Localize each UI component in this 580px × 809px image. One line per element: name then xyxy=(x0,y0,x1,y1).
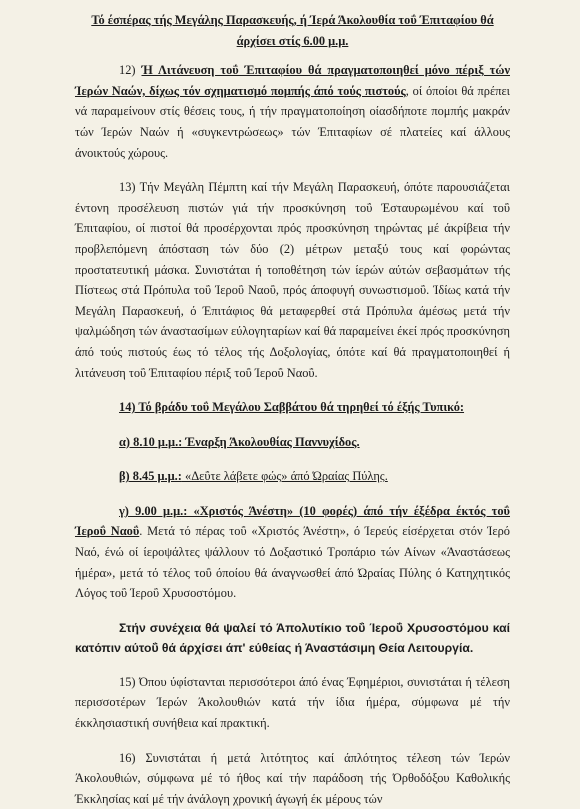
p12-lead: Ή Λιτάνευση τοΰ Έπιταφίου θά πραγματοποιηθεί μόνο πέριξ τών Ίερών Ναών, δίχως τόν σχηματισμό πομπής άπό τούς πιστούς xyxy=(75,63,510,98)
paragraph-16: 16) Συνιστάται ή μετά λιτότητος καί άπλότητος τέλεση τών Ίερών Άκολουθιών, σύμφωνα μέ τό ήθος καί τήν παράδοση τής Όρθοδόξου Καθολικής Έκκλησίας καί μέ τήν άνάλογη χρονική άγωγή έκ μέρους τών xyxy=(75,750,510,806)
schedule-b-time: β) 8.45 μ.μ.: xyxy=(119,469,182,484)
schedule-c xyxy=(75,501,510,604)
chrysostom-paragraph: Στήν συνέχεια θά ψαλεί τό Άπολυτίκιο τοΰ Ίεροΰ Χρυσοστόμου καί κατόπιν αύτοΰ θά άρχίσει άπ' εύθείας ή Άναστάσιμη Θεία Λειτουργία. xyxy=(75,620,510,655)
paragraph-12 xyxy=(75,60,510,163)
schedule-b-text: «Δεΰτε λάβετε φώς» άπό Ώραίας Πύλης. xyxy=(181,469,388,484)
schedule-c-rest: . Μετά τό πέρας τοΰ «Χριστός Άνέστη», ό Ίερεύς είσέρχεται στόν Ίερό Ναό, ένώ οί ίεροψάλτες ψάλλουν τό Δοξαστικό Τροπάριο τών Αίνων «Άναστάσεως ήμέρα», μετά τό τέλος τοΰ όποίου θά άναγνωσθεί άπό Ώραίας Πύλης ό Κατηχητικός Λόγος τοΰ Ίεροΰ Χρυσοστόμου. xyxy=(75,524,510,601)
p12-number: 12) xyxy=(119,63,136,78)
p12-rest: , οί όποίοι θά πρέπει νά παραμείνουν στίς θέσεις τους, ή τήν πραγματοποίηση οίασδήποτε πομπής μακράν τών Ίερών Ναών ή «συγκεντρώσεως» τών Έπιταφίων σέ πλατείες καί άλλους άνοικτούς χώρους. xyxy=(75,83,510,160)
paragraph-13: 13) Τήν Μεγάλη Πέμπτη καί τήν Μεγάλη Παρασκευή, όπότε παρουσιάζεται έντονη προσέλευση πιστών γιά τήν προσκύνηση τοΰ Έσταυρωμένου καί τοΰ Έπιταφίου, οί πιστοί θά προσέρχονται πρός προσκύνηση τηρώντας μέ άκρίβεια τήν προβλεπόμενη άπόσταση τών δύο (2) μέτρων μεταξύ τους καί φορώντας προστατευτική μάσκα. Συνιστάται ή τοποθέτηση τών ίερών αύτών σεβασμάτων τής Πίστεως στά Πρόπυλα τοΰ Ίεροΰ Ναοΰ, πρός άποφυγή συνωστισμοΰ. Ίδίως κατά τήν Μεγάλη Παρασκευή, ό Έπιτάφιος θά μεταφερθεί στά Πρόπυλα άμέσως μετά τήν ψαλμώδηση τών άναστασίμων εύλογηταρίων καί θά παραμείνει έκεί πρός προσκύνηση άπό τούς πιστούς έως τό τέλος τής Δοξολογίας, όπότε καί θά πραγματοποιηθεί ή λιτάνευση τοΰ Έπιταφίου πέριξ τοΰ Ίεροΰ Ναοΰ. xyxy=(75,180,510,380)
schedule-a-text: α) 8.10 μ.μ.: Έναρξη Άκολουθίας Παννυχίδος. xyxy=(119,434,360,449)
intro-heading: Τό έσπέρας τής Μεγάλης Παρασκευής, ή Ίερά Άκολουθία τοΰ Έπιταφίου θά άρχίσει στίς 6.00 μ.μ. xyxy=(91,13,494,48)
schedule-a xyxy=(75,432,510,453)
schedule-b xyxy=(75,466,510,487)
paragraph-14: 14) Τό βράδυ τοΰ Μεγάλου Σαββάτου θά τηρηθεί τό έξής Τυπικό: xyxy=(119,400,465,415)
schedule-c-lead: γ) 9.00 μ.μ.: «Χριστός Άνέστη» (10 φορές) άπό τήν έξέδρα έκτός τοΰ Ίεροΰ Ναοΰ xyxy=(75,503,510,539)
paragraph-15: 15) Όπου ύφίστανται περισσότεροι άπό ένας Έφημέριοι, συνιστάται ή τέλεση περισσοτέρων Ίερών Άκολουθιών κατά τήν ίδια ήμέρα, σύμφωνα μέ τήν έκκλησιαστική συνήθεια καί πρακτική. xyxy=(75,674,510,731)
